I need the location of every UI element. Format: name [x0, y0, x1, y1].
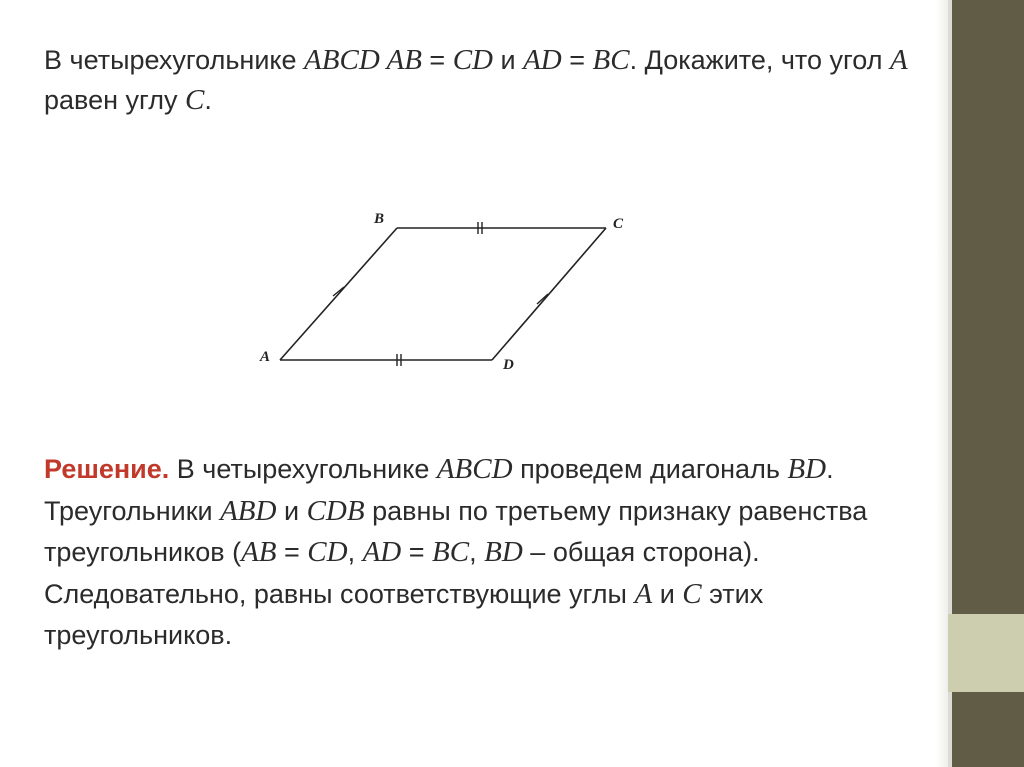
solution-math: CD	[307, 536, 348, 568]
solution-math: BD	[484, 536, 523, 568]
solution-text	[44, 449, 954, 657]
side-ab	[280, 228, 397, 360]
solution-math: AB	[241, 536, 277, 568]
quadrilateral-svg	[250, 200, 650, 390]
problem-math: AD	[523, 44, 562, 76]
solution-math: CDB	[306, 494, 365, 527]
problem-math: CD	[452, 44, 493, 76]
solution-label: Решение.	[44, 454, 170, 484]
solution-math: AD	[362, 536, 402, 568]
problem-math: BC	[592, 44, 630, 76]
problem-math: ABCD AB	[304, 44, 422, 76]
quadrilateral-figure	[250, 200, 650, 390]
solution-text-part: равны по третьему признаку равенства треугольников (	[44, 495, 868, 567]
vertex-label-d: D	[503, 357, 514, 373]
solution-text-part: ,	[469, 537, 485, 567]
solution-math: BC	[432, 536, 470, 568]
solution-text-part: – общая сторона). Следовательно, равны соответствующие углы	[44, 537, 760, 609]
vertex-label-c: C	[613, 216, 624, 232]
vertex-label-a: A	[260, 349, 271, 365]
solution-text-part: проведем диагональ	[512, 454, 788, 484]
problem-text: . Докажите, что угол	[629, 45, 890, 75]
solution-text-part: . Треугольники	[44, 454, 834, 526]
solution-math: C	[682, 577, 702, 610]
problem-text: .	[204, 85, 212, 115]
problem-text: =	[421, 45, 453, 75]
solution-text-part: =	[401, 537, 433, 567]
problem-text: В четырехугольнике	[44, 45, 305, 75]
problem-statement	[44, 40, 984, 120]
problem-text: и	[493, 45, 524, 75]
sidebar-accent-block	[948, 614, 1024, 692]
solution-text-part: ,	[347, 537, 363, 567]
problem-math: A	[889, 44, 908, 76]
solution-text-part: =	[276, 537, 308, 567]
solution-math: BD	[787, 453, 827, 485]
solution-text-part: и	[276, 495, 307, 526]
problem-math: C	[185, 84, 205, 116]
solution-math: ABCD	[436, 453, 513, 485]
vertex-label-b: B	[374, 211, 385, 227]
side-cd	[492, 228, 606, 360]
solution-text-part: В четырехугольнике	[169, 454, 437, 484]
solution-text-part: и	[652, 578, 683, 609]
problem-text: =	[561, 45, 593, 75]
solution-math: ABD	[220, 494, 277, 527]
problem-text: равен углу	[44, 85, 186, 115]
solution-math: A	[634, 577, 653, 610]
solution-text-part: этих треугольников.	[44, 578, 764, 650]
